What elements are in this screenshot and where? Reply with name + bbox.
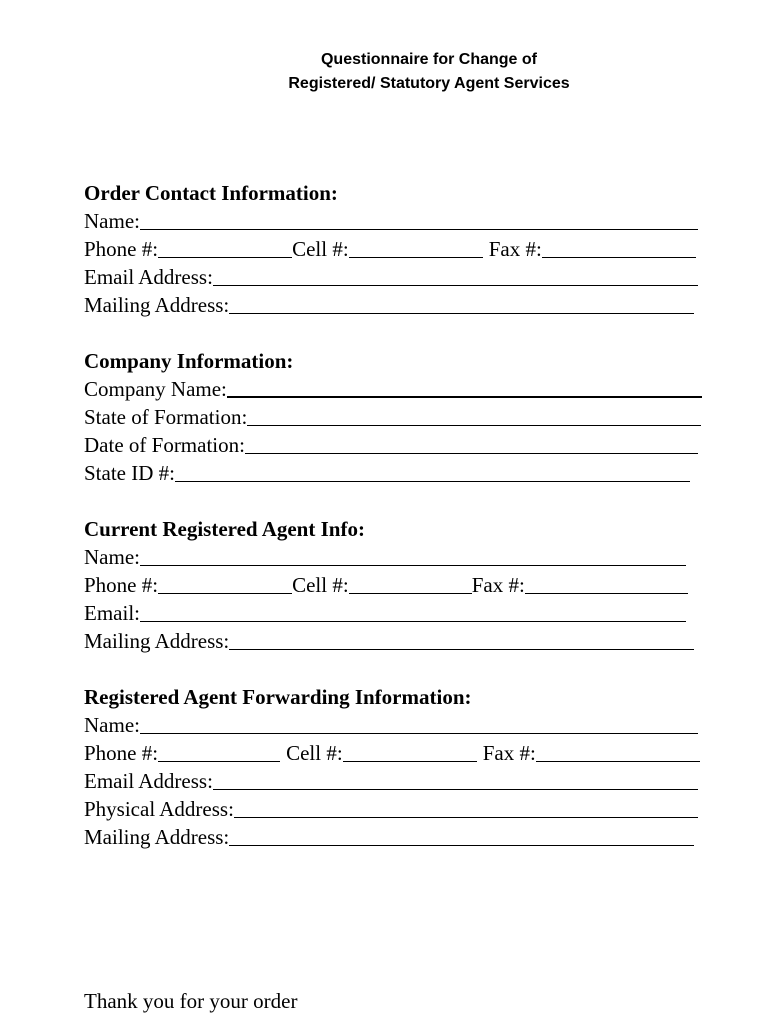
order-contact-cell-label: Cell #:	[292, 237, 349, 261]
forwarding-email-row	[84, 767, 704, 795]
company-name-label: Company Name:	[84, 377, 227, 401]
order-contact-mailing-label: Mailing Address:	[84, 293, 230, 317]
current-agent-fax-label: Fax #:	[471, 573, 525, 597]
current-agent-email-field[interactable]	[140, 615, 686, 622]
forwarding-phone-row	[84, 739, 704, 767]
order-contact-phone-label: Phone #:	[84, 237, 159, 261]
order-contact-mailing-row	[84, 291, 704, 319]
questionnaire-form	[84, 179, 704, 851]
order-contact-heading: Order Contact Information:	[84, 181, 338, 205]
order-contact-phone-field[interactable]	[158, 251, 292, 258]
order-contact-fax-field[interactable]	[542, 251, 696, 258]
thank-you-note: Thank you for your order	[84, 989, 298, 1013]
current-agent-cell-label: Cell #:	[292, 573, 349, 597]
current-agent-cell-field[interactable]	[349, 587, 472, 594]
forwarding-fax-label: Fax #:	[482, 741, 536, 765]
current-agent-name-row	[84, 543, 704, 571]
forwarding-phone-field[interactable]	[158, 755, 280, 762]
current-agent-name-label: Name:	[84, 545, 140, 569]
current-agent-phone-label: Phone #:	[84, 573, 159, 597]
document-title-line2: Registered/ Statutory Agent Services	[288, 75, 570, 92]
current-agent-heading: Current Registered Agent Info:	[84, 517, 365, 541]
date-formation-label: Date of Formation:	[84, 433, 245, 457]
forwarding-physical-field[interactable]	[234, 811, 698, 818]
current-agent-email-row	[84, 599, 704, 627]
current-agent-phone-row	[84, 571, 704, 599]
current-agent-phone-field[interactable]	[158, 587, 292, 594]
company-name-row	[84, 375, 704, 403]
state-formation-label: State of Formation:	[84, 405, 248, 429]
order-contact-phone-row	[84, 235, 704, 263]
state-id-field[interactable]	[175, 475, 690, 482]
current-agent-mailing-row	[84, 627, 704, 655]
state-formation-row	[84, 403, 704, 431]
forwarding-email-label: Email Address:	[84, 769, 213, 793]
forwarding-cell-label: Cell #:	[286, 741, 343, 765]
current-agent-name-field[interactable]	[140, 559, 686, 566]
current-agent-mailing-label: Mailing Address:	[84, 629, 230, 653]
current-agent-mailing-field[interactable]	[229, 643, 694, 650]
forwarding-mailing-label: Mailing Address:	[84, 825, 230, 849]
state-id-label: State ID #:	[84, 461, 175, 485]
forwarding-mailing-field[interactable]	[229, 839, 694, 846]
forwarding-name-label: Name:	[84, 713, 140, 737]
order-contact-email-label: Email Address:	[84, 265, 213, 289]
forwarding-mailing-row	[84, 823, 704, 851]
forwarding-email-field[interactable]	[213, 783, 698, 790]
order-contact-name-field[interactable]	[140, 223, 698, 230]
forwarding-cell-field[interactable]	[343, 755, 477, 762]
forwarding-physical-label: Physical Address:	[84, 797, 234, 821]
order-contact-name-label: Name:	[84, 209, 140, 233]
forwarding-fax-field[interactable]	[536, 755, 700, 762]
forwarding-name-field[interactable]	[140, 727, 698, 734]
order-contact-mailing-field[interactable]	[229, 307, 694, 314]
date-formation-field[interactable]	[245, 447, 698, 454]
state-id-row	[84, 459, 704, 487]
forwarding-name-row	[84, 711, 704, 739]
company-name-field[interactable]	[227, 390, 702, 398]
state-formation-field[interactable]	[247, 419, 701, 426]
current-agent-fax-field[interactable]	[525, 587, 688, 594]
order-contact-email-row	[84, 263, 704, 291]
current-agent-email-label: Email:	[84, 601, 140, 625]
order-contact-cell-field[interactable]	[349, 251, 483, 258]
order-contact-email-field[interactable]	[213, 279, 698, 286]
document-title-line1: Questionnaire for Change of	[320, 51, 537, 68]
order-contact-name-row	[84, 207, 704, 235]
date-formation-row	[84, 431, 704, 459]
forwarding-heading: Registered Agent Forwarding Information:	[84, 685, 472, 709]
forwarding-phone-label: Phone #:	[84, 741, 159, 765]
order-contact-fax-label: Fax #:	[488, 237, 542, 261]
forwarding-physical-row	[84, 795, 704, 823]
company-info-heading: Company Information:	[84, 349, 294, 373]
